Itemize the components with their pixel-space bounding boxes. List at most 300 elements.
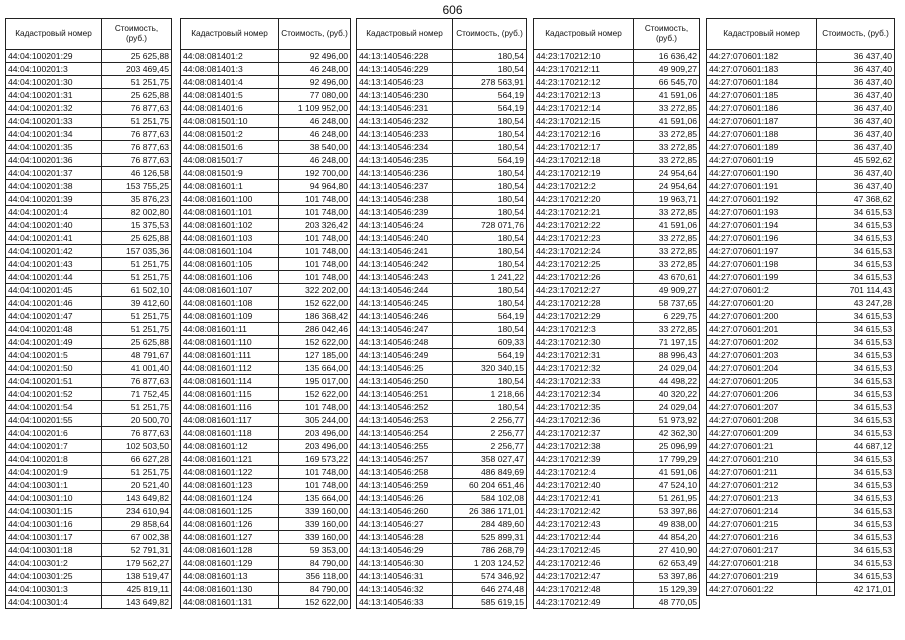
table-row <box>6 297 172 310</box>
cost-value: 34 615,53 <box>817 414 895 427</box>
cadastral-number: 44:04:100301:18 <box>6 544 102 557</box>
table-row <box>534 102 700 115</box>
table-row <box>6 492 172 505</box>
cost-value: 47 368,62 <box>817 193 895 206</box>
cadastral-number: 44:27:070601:207 <box>707 401 817 414</box>
table-row <box>357 89 527 102</box>
cost-value: 34 615,53 <box>817 258 895 271</box>
cost-value: 76 877,63 <box>102 141 172 154</box>
table-row <box>181 115 351 128</box>
table-row <box>6 154 172 167</box>
table-row <box>181 102 351 115</box>
cadastral-number: 44:08:081601:105 <box>181 258 279 271</box>
cost-value: 19 963,71 <box>634 193 700 206</box>
cost-value: 25 625,88 <box>102 89 172 102</box>
cost-value: 24 954,64 <box>634 180 700 193</box>
cadastral-number: 44:13:140546:31 <box>357 570 453 583</box>
cost-value: 24 029,04 <box>634 401 700 414</box>
table-row <box>357 167 527 180</box>
table-row <box>707 180 895 193</box>
cadastral-number: 44:23:170212:29 <box>534 310 634 323</box>
cadastral-number: 44:23:170212:12 <box>534 76 634 89</box>
cost-value: 38 540,00 <box>279 141 351 154</box>
cadastral-number: 44:08:081401:5 <box>181 89 279 102</box>
cadastral-number: 44:08:081601:129 <box>181 557 279 570</box>
table-row <box>534 115 700 128</box>
cadastral-number: 44:04:100201:45 <box>6 284 102 297</box>
cost-value: 701 114,43 <box>817 284 895 297</box>
cost-value: 203 326,42 <box>279 219 351 232</box>
cost-value: 84 790,00 <box>279 583 351 596</box>
cost-value: 34 615,53 <box>817 206 895 219</box>
cadastral-number: 44:13:140546:239 <box>357 206 453 219</box>
cost-value: 339 160,00 <box>279 518 351 531</box>
cost-value: 180,54 <box>453 297 527 310</box>
table-row <box>534 453 700 466</box>
cadastral-number: 44:08:081601:104 <box>181 245 279 258</box>
cadastral-number: 44:08:081601:111 <box>181 349 279 362</box>
cost-value: 39 412,60 <box>102 297 172 310</box>
table-row <box>181 232 351 245</box>
table-row <box>6 583 172 596</box>
cadastre-table-2 <box>180 18 351 609</box>
table-row <box>357 479 527 492</box>
cost-value: 41 591,06 <box>634 466 700 479</box>
table-row <box>357 102 527 115</box>
cost-value: 33 272,85 <box>634 206 700 219</box>
table-row <box>707 531 895 544</box>
cadastral-number: 44:08:081601:106 <box>181 271 279 284</box>
cadastral-number: 44:13:140546:249 <box>357 349 453 362</box>
table-row <box>181 180 351 193</box>
table-row <box>6 596 172 609</box>
cadastral-number: 44:23:170212:4 <box>534 466 634 479</box>
cadastral-number: 44:13:140546:236 <box>357 167 453 180</box>
table-row <box>534 89 700 102</box>
cost-value: 48 791,67 <box>102 349 172 362</box>
table-row <box>181 219 351 232</box>
header-cost: Стоимость, (руб.) <box>102 19 172 50</box>
table-row <box>534 50 700 63</box>
cost-value: 486 849,69 <box>453 466 527 479</box>
cadastral-number: 44:27:070601:187 <box>707 115 817 128</box>
table-row <box>181 284 351 297</box>
cadastre-table-1 <box>5 18 172 609</box>
table-row <box>6 414 172 427</box>
cost-value: 203 496,00 <box>279 427 351 440</box>
cadastral-number: 44:08:081501:6 <box>181 141 279 154</box>
cadastral-number: 44:27:070601:194 <box>707 219 817 232</box>
cadastral-number: 44:23:170212:14 <box>534 102 634 115</box>
table-row <box>6 375 172 388</box>
cadastral-number: 44:27:070601:186 <box>707 102 817 115</box>
cadastral-number: 44:04:100301:16 <box>6 518 102 531</box>
table-row <box>707 284 895 297</box>
cost-value: 49 838,00 <box>634 518 700 531</box>
cost-value: 1 218,66 <box>453 388 527 401</box>
cost-value: 127 185,00 <box>279 349 351 362</box>
cost-value: 15 129,39 <box>634 583 700 596</box>
table-row <box>534 427 700 440</box>
table-row <box>6 271 172 284</box>
cadastre-table-5 <box>706 18 895 596</box>
cost-value: 34 615,53 <box>817 310 895 323</box>
cost-value: 58 737,65 <box>634 297 700 310</box>
cadastral-number: 44:08:081501:2 <box>181 128 279 141</box>
cadastral-number: 44:08:081601:123 <box>181 479 279 492</box>
cadastral-number: 44:04:100201:50 <box>6 362 102 375</box>
cadastral-number: 44:08:081601:109 <box>181 310 279 323</box>
cadastral-number: 44:23:170212:11 <box>534 63 634 76</box>
table-row <box>6 206 172 219</box>
cost-value: 34 615,53 <box>817 518 895 531</box>
table-row <box>357 271 527 284</box>
table-row <box>707 544 895 557</box>
cost-value: 76 877,63 <box>102 375 172 388</box>
cost-value: 195 017,00 <box>279 375 351 388</box>
cadastral-number: 44:23:170212:25 <box>534 258 634 271</box>
cadastral-number: 44:04:100201:29 <box>6 50 102 63</box>
table-row <box>181 427 351 440</box>
cost-value: 34 615,53 <box>817 466 895 479</box>
cadastral-number: 44:08:081601:124 <box>181 492 279 505</box>
cost-value: 84 790,00 <box>279 557 351 570</box>
cost-value: 179 562,27 <box>102 557 172 570</box>
cost-value: 46 248,00 <box>279 115 351 128</box>
cadastral-number: 44:23:170212:35 <box>534 401 634 414</box>
cadastral-number: 44:23:170212:19 <box>534 167 634 180</box>
table-row <box>181 167 351 180</box>
cost-value: 33 272,85 <box>634 323 700 336</box>
cost-value: 786 268,79 <box>453 544 527 557</box>
cost-value: 34 615,53 <box>817 219 895 232</box>
cadastral-number: 44:08:081601:122 <box>181 466 279 479</box>
cost-value: 36 437,40 <box>817 115 895 128</box>
cadastral-number: 44:13:140546:245 <box>357 297 453 310</box>
cost-value: 34 615,53 <box>817 505 895 518</box>
table-row <box>707 310 895 323</box>
cadastral-number: 44:08:081601:131 <box>181 596 279 609</box>
table-row <box>6 466 172 479</box>
cost-value: 16 636,42 <box>634 50 700 63</box>
cadastral-number: 44:27:070601:185 <box>707 89 817 102</box>
cost-value: 34 615,53 <box>817 570 895 583</box>
table-row <box>707 518 895 531</box>
cadastre-table-3 <box>356 18 527 609</box>
cost-value: 34 615,53 <box>817 544 895 557</box>
cost-value: 51 251,75 <box>102 76 172 89</box>
cadastral-number: 44:23:170212:17 <box>534 141 634 154</box>
table-row <box>534 206 700 219</box>
table-row <box>707 440 895 453</box>
cadastral-number: 44:27:070601:184 <box>707 76 817 89</box>
table-row <box>707 388 895 401</box>
cadastral-number: 44:04:100201:55 <box>6 414 102 427</box>
table-row <box>534 492 700 505</box>
cost-value: 36 437,40 <box>817 167 895 180</box>
cadastral-number: 44:04:100201:52 <box>6 388 102 401</box>
table-row <box>534 245 700 258</box>
cadastral-number: 44:27:070601:208 <box>707 414 817 427</box>
table-row <box>181 154 351 167</box>
cadastral-number: 44:04:100301:10 <box>6 492 102 505</box>
table-row <box>357 232 527 245</box>
cost-value: 2 256,77 <box>453 414 527 427</box>
cadastral-number: 44:13:140546:24 <box>357 219 453 232</box>
table-row <box>534 76 700 89</box>
cost-value: 203 496,00 <box>279 440 351 453</box>
cadastral-number: 44:04:100201:33 <box>6 115 102 128</box>
cost-value: 33 272,85 <box>634 128 700 141</box>
cost-value: 45 592,62 <box>817 154 895 167</box>
table-row <box>181 401 351 414</box>
cost-value: 135 664,00 <box>279 492 351 505</box>
header-number: Кадастровый номер <box>534 19 634 50</box>
header-cost: Стоимость, (руб.) <box>817 19 895 50</box>
cadastral-number: 44:13:140546:238 <box>357 193 453 206</box>
cadastral-number: 44:27:070601:196 <box>707 232 817 245</box>
cadastral-number: 44:13:140546:255 <box>357 440 453 453</box>
cost-value: 15 375,53 <box>102 219 172 232</box>
cost-value: 51 973,92 <box>634 414 700 427</box>
cost-value: 34 615,53 <box>817 479 895 492</box>
cost-value: 152 622,00 <box>279 297 351 310</box>
table-row <box>357 570 527 583</box>
table-row <box>357 544 527 557</box>
cost-value: 101 748,00 <box>279 258 351 271</box>
cadastral-number: 44:23:170212:28 <box>534 297 634 310</box>
cadastral-number: 44:13:140546:23 <box>357 76 453 89</box>
cost-value: 76 877,63 <box>102 102 172 115</box>
cadastral-number: 44:13:140546:27 <box>357 518 453 531</box>
cadastral-number: 44:13:140546:251 <box>357 388 453 401</box>
cost-value: 49 909,27 <box>634 284 700 297</box>
cadastral-number: 44:04:100201:7 <box>6 440 102 453</box>
cost-value: 53 397,86 <box>634 505 700 518</box>
cadastral-number: 44:27:070601:21 <box>707 440 817 453</box>
cadastral-number: 44:13:140546:252 <box>357 401 453 414</box>
cost-value: 33 272,85 <box>634 141 700 154</box>
table-row <box>181 570 351 583</box>
cadastral-number: 44:04:100201:47 <box>6 310 102 323</box>
header-number: Кадастровый номер <box>357 19 453 50</box>
table-row <box>6 180 172 193</box>
cadastral-number: 44:04:100201:9 <box>6 466 102 479</box>
table-row <box>181 362 351 375</box>
cadastral-number: 44:13:140546:246 <box>357 310 453 323</box>
cadastral-number: 44:27:070601:22 <box>707 583 817 596</box>
cadastral-number: 44:27:070601:219 <box>707 570 817 583</box>
header-cost: Стоимость, (руб.) <box>634 19 700 50</box>
cadastral-number: 44:23:170212:16 <box>534 128 634 141</box>
cost-value: 101 748,00 <box>279 245 351 258</box>
cadastral-number: 44:04:100301:2 <box>6 557 102 570</box>
cost-value: 284 489,60 <box>453 518 527 531</box>
table-row <box>6 141 172 154</box>
cadastral-number: 44:13:140546:248 <box>357 336 453 349</box>
cadastral-number: 44:23:170212:49 <box>534 596 634 609</box>
cost-value: 88 996,43 <box>634 349 700 362</box>
cost-value: 609,33 <box>453 336 527 349</box>
cadastral-number: 44:08:081601:13 <box>181 570 279 583</box>
cadastral-number: 44:08:081601:130 <box>181 583 279 596</box>
cost-value: 102 503,50 <box>102 440 172 453</box>
table-row <box>534 440 700 453</box>
cost-value: 41 591,06 <box>634 219 700 232</box>
cost-value: 51 251,75 <box>102 258 172 271</box>
cost-value: 67 002,38 <box>102 531 172 544</box>
cadastral-number: 44:13:140546:25 <box>357 362 453 375</box>
table-row <box>181 258 351 271</box>
cadastral-number: 44:23:170212:23 <box>534 232 634 245</box>
table-row <box>181 89 351 102</box>
cost-value: 36 437,40 <box>817 128 895 141</box>
cost-value: 180,54 <box>453 258 527 271</box>
table-row <box>6 531 172 544</box>
cost-value: 52 791,31 <box>102 544 172 557</box>
table-row <box>6 284 172 297</box>
cadastral-number: 44:13:140546:250 <box>357 375 453 388</box>
table-row <box>357 128 527 141</box>
table-row <box>181 440 351 453</box>
table-row <box>6 336 172 349</box>
cadastral-number: 44:13:140546:229 <box>357 63 453 76</box>
cadastral-number: 44:13:140546:240 <box>357 232 453 245</box>
cost-value: 24 954,64 <box>634 167 700 180</box>
table-row <box>534 310 700 323</box>
cost-value: 42 171,01 <box>817 583 895 596</box>
table-row <box>181 50 351 63</box>
cost-value: 180,54 <box>453 232 527 245</box>
cadastral-number: 44:27:070601:19 <box>707 154 817 167</box>
cadastral-number: 44:23:170212:30 <box>534 336 634 349</box>
table-row <box>6 453 172 466</box>
cost-value: 101 748,00 <box>279 271 351 284</box>
cost-value: 34 615,53 <box>817 349 895 362</box>
table-row <box>534 544 700 557</box>
table-row <box>357 284 527 297</box>
table-row <box>357 245 527 258</box>
table-row <box>357 336 527 349</box>
table-row <box>357 453 527 466</box>
cost-value: 180,54 <box>453 284 527 297</box>
cost-value: 101 748,00 <box>279 193 351 206</box>
cost-value: 169 573,22 <box>279 453 351 466</box>
cadastral-number: 44:08:081401:2 <box>181 50 279 63</box>
cadastral-number: 44:04:100201:54 <box>6 401 102 414</box>
cost-value: 76 877,63 <box>102 427 172 440</box>
cost-value: 51 261,95 <box>634 492 700 505</box>
table-row <box>6 167 172 180</box>
table-row <box>534 375 700 388</box>
cadastral-number: 44:27:070601:205 <box>707 375 817 388</box>
cost-value: 646 274,48 <box>453 583 527 596</box>
header-number: Кадастровый номер <box>181 19 279 50</box>
cadastral-number: 44:04:100201:41 <box>6 232 102 245</box>
cadastral-number: 44:13:140546:32 <box>357 583 453 596</box>
table-row <box>707 89 895 102</box>
table-row <box>707 505 895 518</box>
cadastral-number: 44:23:170212:36 <box>534 414 634 427</box>
table-row <box>6 323 172 336</box>
cadastral-number: 44:08:081601:117 <box>181 414 279 427</box>
cost-value: 35 876,23 <box>102 193 172 206</box>
cost-value: 33 272,85 <box>634 232 700 245</box>
table-row <box>6 89 172 102</box>
cost-value: 101 748,00 <box>279 232 351 245</box>
cadastral-number: 44:08:081601:115 <box>181 388 279 401</box>
table-row <box>357 193 527 206</box>
table-row <box>707 401 895 414</box>
cost-value: 51 251,75 <box>102 323 172 336</box>
cadastral-number: 44:13:140546:254 <box>357 427 453 440</box>
cadastral-number: 44:23:170212:44 <box>534 531 634 544</box>
table-row <box>357 401 527 414</box>
cost-value: 46 248,00 <box>279 154 351 167</box>
table-row <box>357 531 527 544</box>
table-row <box>707 479 895 492</box>
cadastral-number: 44:27:070601:210 <box>707 453 817 466</box>
table-row <box>6 440 172 453</box>
cadastral-number: 44:23:170212:20 <box>534 193 634 206</box>
cost-value: 36 437,40 <box>817 89 895 102</box>
cadastral-number: 44:27:070601:193 <box>707 206 817 219</box>
cadastral-number: 44:23:170212:18 <box>534 154 634 167</box>
cost-value: 1 203 124,52 <box>453 557 527 570</box>
table-row <box>6 362 172 375</box>
cost-value: 34 615,53 <box>817 492 895 505</box>
cost-value: 46 248,00 <box>279 128 351 141</box>
table-row <box>6 388 172 401</box>
cadastral-number: 44:04:100201:43 <box>6 258 102 271</box>
cost-value: 34 615,53 <box>817 427 895 440</box>
cadastral-number: 44:08:081601:127 <box>181 531 279 544</box>
table-row <box>534 141 700 154</box>
cadastral-number: 44:13:140546:257 <box>357 453 453 466</box>
cadastral-number: 44:23:170212:47 <box>534 570 634 583</box>
cost-value: 2 256,77 <box>453 440 527 453</box>
cadastral-number: 44:04:100201:44 <box>6 271 102 284</box>
table-row <box>6 544 172 557</box>
cost-value: 525 899,31 <box>453 531 527 544</box>
cost-value: 192 700,00 <box>279 167 351 180</box>
table-row <box>534 557 700 570</box>
cadastral-number: 44:23:170212:10 <box>534 50 634 63</box>
table-row <box>357 505 527 518</box>
cadastral-number: 44:27:070601:218 <box>707 557 817 570</box>
header-number: Кадастровый номер <box>6 19 102 50</box>
table-row <box>707 128 895 141</box>
cost-value: 43 670,61 <box>634 271 700 284</box>
cost-value: 51 251,75 <box>102 115 172 128</box>
cost-value: 48 770,05 <box>634 596 700 609</box>
cost-value: 574 346,92 <box>453 570 527 583</box>
cadastral-number: 44:27:070601:2 <box>707 284 817 297</box>
cadastral-number: 44:04:100201:5 <box>6 349 102 362</box>
table-row <box>181 76 351 89</box>
table-row <box>534 336 700 349</box>
table-row <box>357 63 527 76</box>
table-row <box>534 596 700 609</box>
table-row <box>707 492 895 505</box>
table-row <box>357 518 527 531</box>
table-row <box>357 388 527 401</box>
table-row <box>707 414 895 427</box>
table-row <box>707 63 895 76</box>
table-row <box>707 453 895 466</box>
cost-value: 152 622,00 <box>279 596 351 609</box>
cost-value: 2 256,77 <box>453 427 527 440</box>
